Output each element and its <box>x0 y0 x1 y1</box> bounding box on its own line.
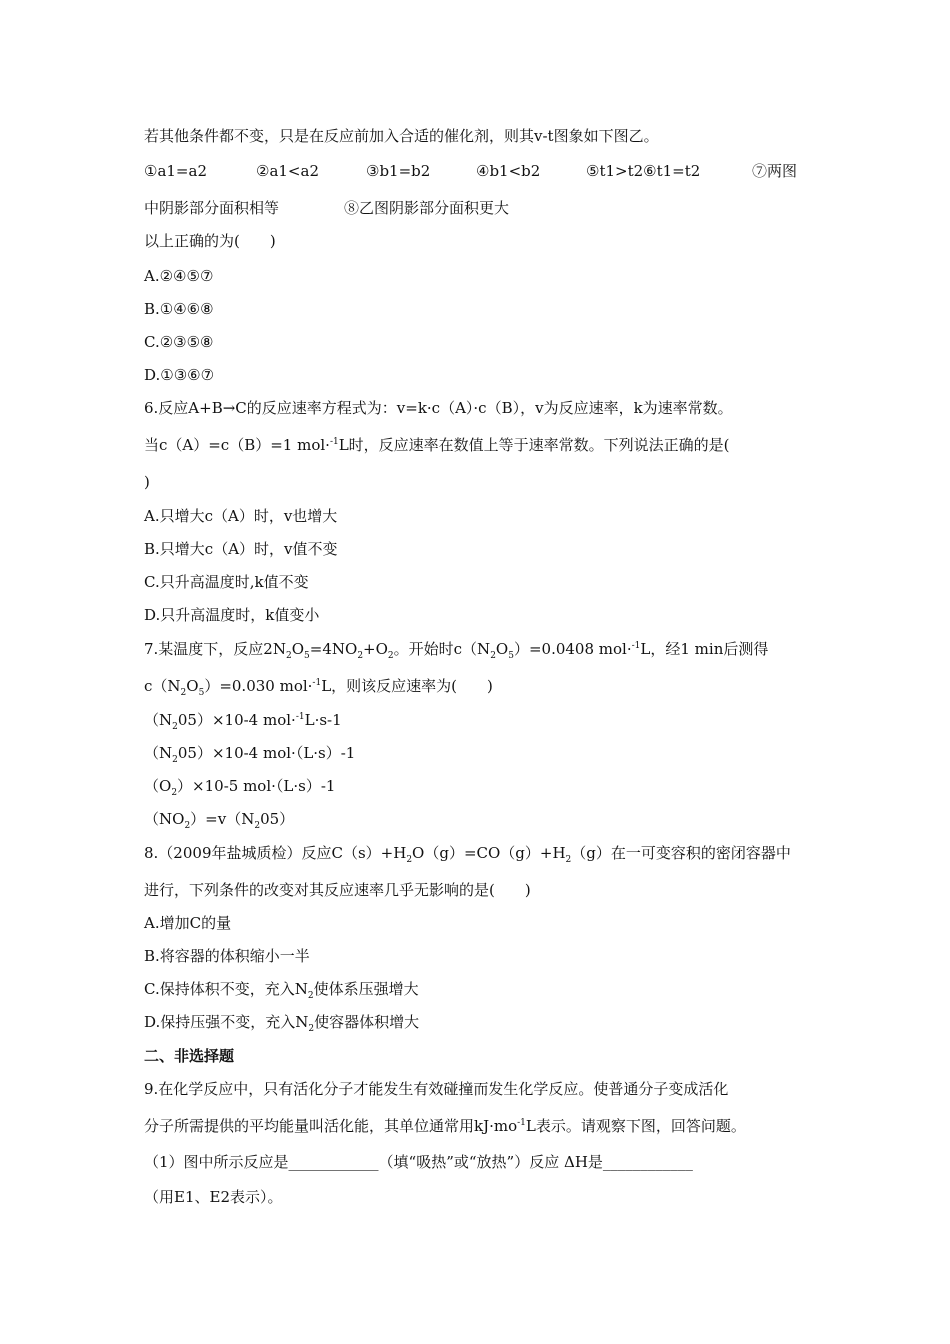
q7-option-3: $(O_2)\times 10-5$ mol·（L·s）-1 <box>144 777 336 798</box>
q7-option-1: $(N_205)\times 10-4$ mol·$^{-1}$L·s-1 <box>144 711 342 732</box>
section-heading: 二、非选择题 <box>144 1047 235 1065</box>
q9-stem-line2: 分子所需提供的平均能量叫活化能，其单位通常用$kJ\cdot mo^{-1}L$表示。请观察下图，回答问题。 <box>144 1117 746 1135</box>
q5-option-8: ⑧乙图阴影部分面积更大 <box>344 199 510 217</box>
q5-option-3: ③b1=b2 <box>366 162 431 180</box>
q7-option-2: $(N_205)\times 10-4$ mol·（L·s）-1 <box>144 744 356 765</box>
q5-option-5-6: ⑤t1>t2⑥t1=t2 <box>586 162 701 180</box>
q5-option-7-cont: 中阴影部分面积相等 <box>144 199 280 217</box>
q5-ask: 以上正确的为( ) <box>144 232 276 250</box>
q5-options-row <box>144 161 824 181</box>
q8-choice-b: B.将容器的体积缩小一半 <box>144 947 310 965</box>
q5-intro: 若其他条件都不变，只是在反应前加入合适的催化剂，则其v-t图象如下图乙。 <box>144 127 659 145</box>
q5-option-7: ⑦两图 <box>752 162 798 180</box>
q6-choice-d: D.只升高温度时，k值变小 <box>144 606 320 624</box>
q9-stem-line1: 9.在化学反应中，只有活化分子才能发生有效碰撞而发生化学反应。使普通分子变成活化 <box>144 1080 729 1098</box>
q5-choice-d: D.①③⑥⑦ <box>144 366 215 384</box>
q7-stem-line2: $c(N_2O_5)=0.030$ mol·$^{-1}$L，则该反应速率为( ) <box>144 677 493 698</box>
q5-option-2: ②a1<a2 <box>256 162 319 180</box>
q6-stem-line2: 当c（A）=c（B）=1 mol·$^{-1}$L时，反应速率在数值上等于速率常数。下列说法正确的是( <box>144 436 730 454</box>
q9-part1-line1: （1）图中所示反应是____________（填“吸热”或“放热”）反应 ΔH是____________ <box>144 1153 693 1171</box>
q8-choice-d: D.保持压强不变，充入$N_2$使容器体积增大 <box>144 1013 420 1034</box>
q9-part1-line2: （用E1、E2表示）。 <box>144 1188 283 1206</box>
q5-choice-b: B.①④⑥⑧ <box>144 300 214 318</box>
q6-stem-line1: 6.反应A+B→C的反应速率方程式为：v=k·c（A）·c（B），v为反应速率，k为速率常数。 <box>144 399 733 417</box>
q6-choice-b: B.只增大c（A）时，v值不变 <box>144 540 338 558</box>
q5-option-4: ④b1<b2 <box>476 162 541 180</box>
q8-choice-c: C.保持体积不变，充入$N_2$使体系压强增大 <box>144 980 419 1001</box>
q7-option-4: $(NO_2)=v(N_205)$ <box>144 810 295 831</box>
q5-option-1: ①a1=a2 <box>144 162 207 180</box>
q6-choice-c: C.只升高温度时,k值不变 <box>144 573 309 591</box>
q8-stem-line1: 8.（2009年盐城质检）反应$C(s)+H_2O(g)=CO(g)+H_2(g)$在一可变容积的密闭容器中 <box>144 844 791 865</box>
q8-choice-a: A.增加C的量 <box>144 914 232 932</box>
q6-choice-a: A.只增大c（A）时，v也增大 <box>144 507 338 525</box>
q7-stem-line1: 7.某温度下，反应$2N_2O_5=4NO_2+O_2$。开始时$c(N_2O_5)=0.0408$ mol·$^{-1}$L，经1 min后测得 <box>144 640 769 661</box>
q5-choice-c: C.②③⑤⑧ <box>144 333 214 351</box>
q6-stem-line3: ) <box>144 473 150 491</box>
q5-options-cont <box>144 198 704 218</box>
q5-choice-a: A.②④⑤⑦ <box>144 267 214 285</box>
q8-stem-line2: 进行，下列条件的改变对其反应速率几乎无影响的是( ) <box>144 881 531 899</box>
